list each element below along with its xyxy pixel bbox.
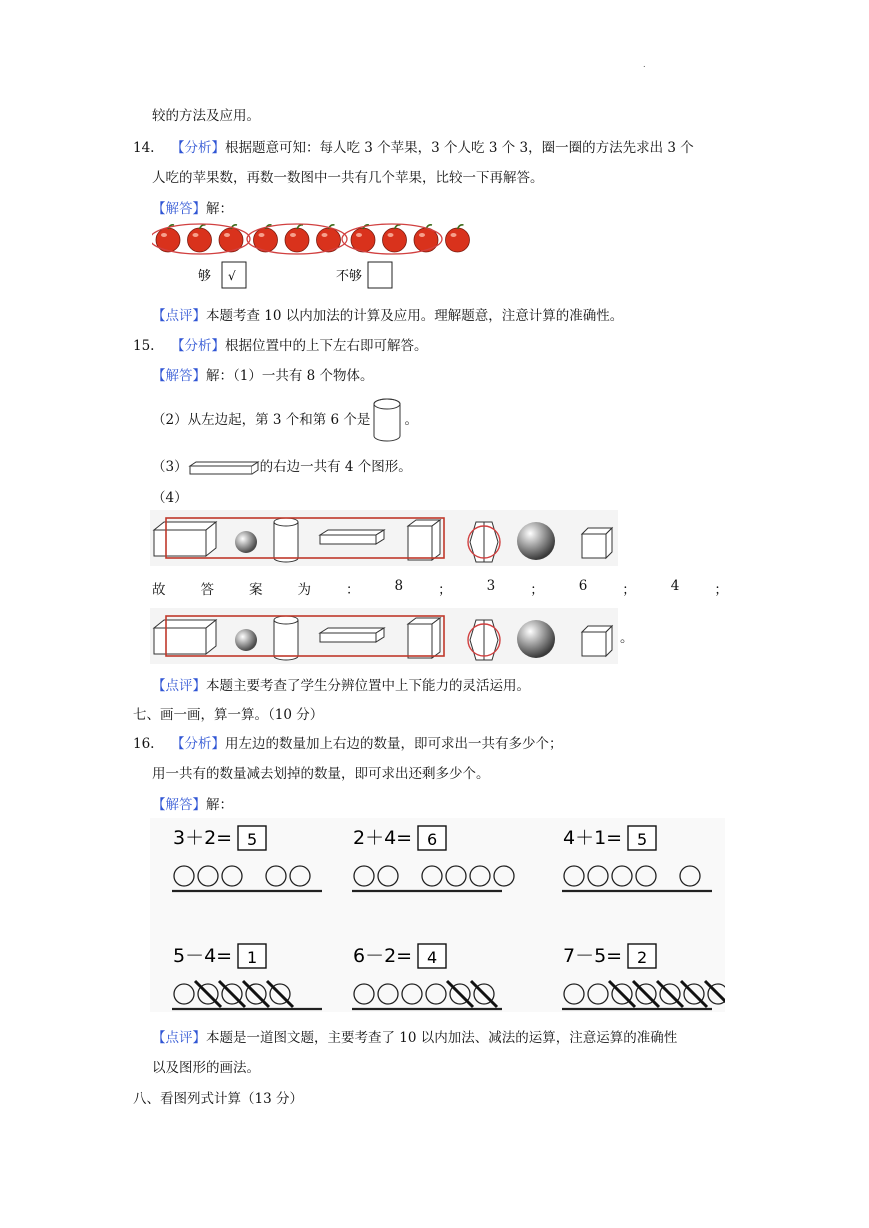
not-enough-box xyxy=(368,262,392,288)
cuboid-icon xyxy=(320,530,384,544)
answer-char: 故 xyxy=(152,582,166,598)
exercise-expression: 6－2= xyxy=(353,945,413,967)
answer-char: ： xyxy=(346,582,360,598)
cube-icon xyxy=(154,620,216,654)
answer-char: 4 xyxy=(670,578,680,594)
answer-char: 为 xyxy=(297,582,311,598)
solution-part-2 xyxy=(152,408,418,428)
comment-text-continued: 以及图形的画法。 xyxy=(152,1060,260,1076)
answer-value: 1 xyxy=(247,948,258,967)
question-14-solution xyxy=(152,197,233,217)
sphere-large-icon xyxy=(517,522,555,560)
answer-char: ； xyxy=(622,582,636,598)
answer-char: 案 xyxy=(249,582,263,598)
solution-tag: 【解答】 xyxy=(152,201,206,217)
question-15-comment xyxy=(152,674,530,694)
answer-value: 5 xyxy=(637,830,648,849)
box-icon xyxy=(408,520,440,560)
question-16-solution xyxy=(152,793,233,813)
answer-char: 6 xyxy=(578,578,588,594)
comment-tag: 【点评】 xyxy=(152,1030,206,1046)
solution-part-3-text: 的右边一共有 4 个图形。 xyxy=(259,459,412,475)
apple-icon xyxy=(285,225,309,252)
solution-part-2-text: （2）从左边起，第 3 个和第 6 个是 xyxy=(152,412,371,428)
exercise-expression: 5－4= xyxy=(173,945,233,967)
comment-tag: 【点评】 xyxy=(152,308,206,324)
answer-value: 2 xyxy=(637,948,648,967)
question-15-analysis xyxy=(133,334,428,354)
check-mark: √ xyxy=(228,269,236,283)
question-16-analysis xyxy=(133,732,563,752)
answer-char: ； xyxy=(714,582,728,598)
solution-tag: 【解答】 xyxy=(152,797,206,813)
apple-figure xyxy=(152,222,470,290)
solution-text: 解： xyxy=(206,201,233,217)
solution-part-3-prefix: （3） xyxy=(152,459,188,475)
analysis-text: 根据位置中的上下左右即可解答。 xyxy=(225,338,428,354)
answer-end: 。 xyxy=(620,630,634,646)
analysis-tag: 【分析】 xyxy=(171,736,225,752)
barrel-icon xyxy=(470,522,498,562)
section-8-title: 八、看图列式计算（13 分） xyxy=(133,1091,303,1107)
cylinder-icon xyxy=(274,616,298,660)
analysis-text: 用左边的数量加上右边的数量，即可求出一共有多少个； xyxy=(225,736,563,752)
solution-part-2-end: 。 xyxy=(404,412,418,428)
exercise-expression: 7－5= xyxy=(563,945,623,967)
small-cube-icon xyxy=(582,626,612,656)
question-15-solution xyxy=(152,364,374,384)
apple-icon xyxy=(188,225,212,252)
answer-value: 5 xyxy=(247,830,258,849)
enough-label: 够 xyxy=(198,269,212,284)
question-number: 14. xyxy=(133,140,155,156)
text-line: 较的方法及应用。 xyxy=(152,108,260,124)
cylinder-icon xyxy=(370,396,404,446)
comment-text: 本题主要考查了学生分辨位置中上下能力的灵活运用。 xyxy=(206,678,530,694)
analysis-tag: 【分析】 xyxy=(171,140,225,156)
solution-text: 解：（1）一共有 8 个物体。 xyxy=(206,368,374,384)
sphere-icon xyxy=(235,629,257,651)
question-number: 15. xyxy=(133,338,155,354)
comment-text: 本题是一道图文题，主要考查了 10 以内加法、减法的运算，注意运算的准确性 xyxy=(206,1030,678,1046)
shapes-row xyxy=(150,510,620,568)
section-7-title: 七、画一画，算一算。（10 分） xyxy=(133,707,324,723)
solution-part-3 xyxy=(152,455,412,476)
answer-char: 8 xyxy=(394,578,404,594)
exercise-expression: 2＋4= xyxy=(353,827,413,849)
cylinder-icon xyxy=(274,518,298,562)
solution-part-4: （4） xyxy=(152,490,188,506)
analysis-tag: 【分析】 xyxy=(171,338,225,354)
analysis-text: 根据题意可知：每人吃 3 个苹果，3 个人吃 3 个 3，圈一圈的方法先求出 3 个 xyxy=(225,140,694,156)
apple-icon xyxy=(383,225,407,252)
cube-icon xyxy=(154,522,216,556)
analysis-text-continued: 人吃的苹果数，再数一数图中一共有几个苹果，比较一下再解答。 xyxy=(152,170,544,186)
question-number: 16. xyxy=(133,736,155,752)
answer-char: 答 xyxy=(200,582,214,598)
apple-icon xyxy=(446,225,470,252)
drawing-exercises xyxy=(150,818,725,1012)
exercise-expression: 3＋2= xyxy=(173,827,233,849)
answer-char: ； xyxy=(438,582,452,598)
answer-char: ； xyxy=(530,582,544,598)
answer-line xyxy=(152,578,728,598)
solution-tag: 【解答】 xyxy=(152,368,206,384)
not-enough-label: 不够 xyxy=(336,269,363,284)
comment-text: 本题考查 10 以内加法的计算及应用。理解题意，注意计算的准确性。 xyxy=(206,308,624,324)
analysis-text-continued: 用一共有的数量减去划掉的数量，即可求出还剩多少个。 xyxy=(152,766,490,782)
barrel-icon xyxy=(470,620,498,660)
answer-value: 6 xyxy=(427,830,438,849)
exercise-expression: 4＋1= xyxy=(563,827,623,849)
question-14-comment xyxy=(152,304,623,324)
box-icon xyxy=(408,618,440,658)
cuboid-icon xyxy=(320,628,384,642)
small-cube-icon xyxy=(582,528,612,558)
answer-char: 3 xyxy=(486,578,496,594)
comment-tag: 【点评】 xyxy=(152,678,206,694)
shapes-row-answer xyxy=(150,608,620,664)
apple-icon xyxy=(414,225,438,252)
sphere-large-icon xyxy=(517,620,555,658)
question-16-comment xyxy=(152,1026,677,1046)
question-14-analysis xyxy=(133,136,694,156)
cuboid-icon xyxy=(188,460,260,476)
header-mark: . xyxy=(643,60,646,69)
solution-text: 解： xyxy=(206,797,233,813)
sphere-icon xyxy=(235,531,257,553)
answer-value: 4 xyxy=(427,948,438,967)
